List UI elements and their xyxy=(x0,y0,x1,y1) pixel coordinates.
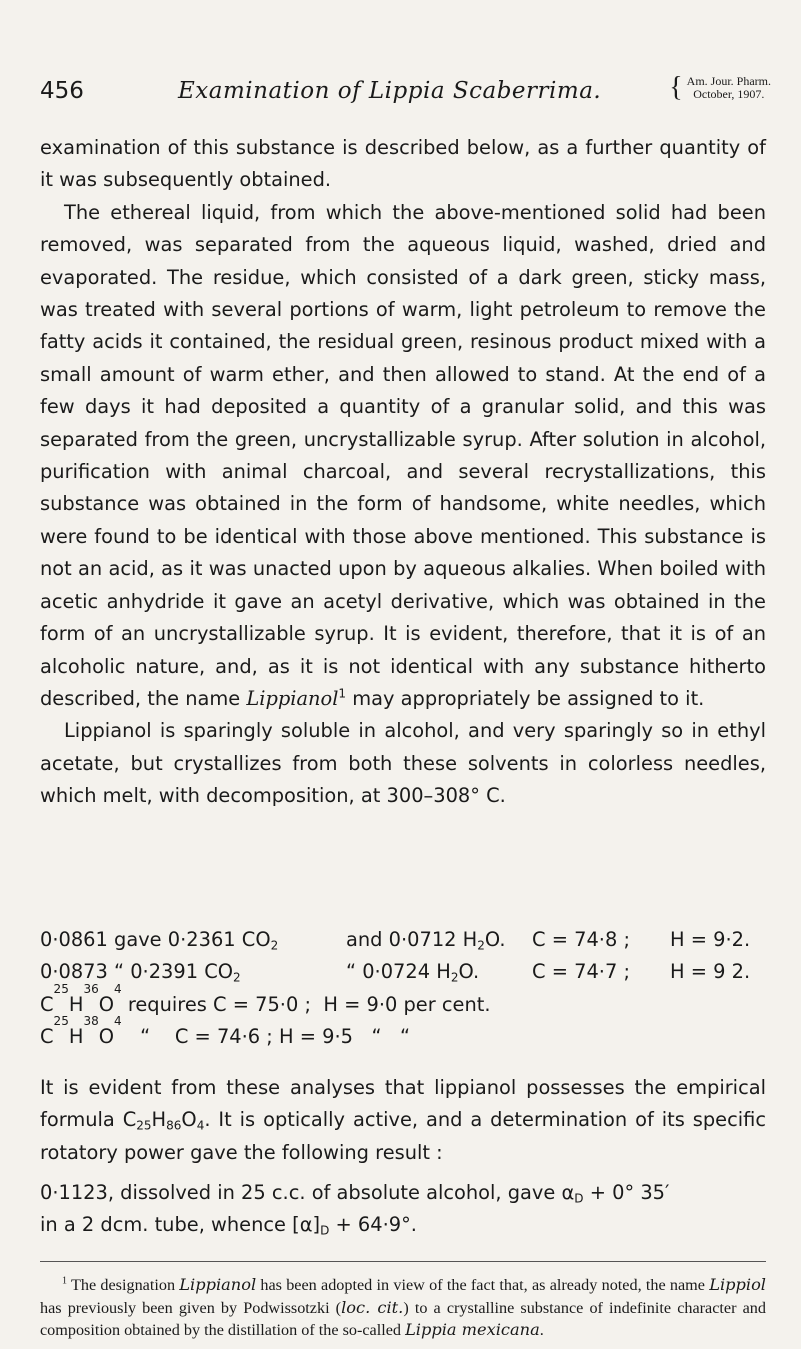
footnote: $^1$ The designation Lippianol has been adopted in view of the fact that, as already noted, the name Lippiol has previously been given by Podwissotzki (loc. cit.) to a crystalline substance of indefinite character and composition obtained by the distillation of the so-called Lippia mexicana. xyxy=(40,1275,766,1339)
page-header xyxy=(40,72,771,114)
paragraph-2-text: The ethereal liquid, from which the above-mentioned solid had been removed, was separated from the aqueous liquid, washed, dried and evaporated. The residue, which consisted of a dark green, sticky mass, was treated with several portions of warm, light petroleum to remove the fatty acids it contained, the residual green, resinous product mixed with a small amount of warm ether, and then allowed to stand. At the end of a few days it had deposited a quantity of a granular solid, and this was separated from the green, uncrystallizable syrup. After solution in alcohol, purification with animal charcoal, and several recrystallizations, this substance was obtained in the form of handsome, white needles, which were found to be identical with those above mentioned. This substance is not an acid, as it was unacted upon by aqueous alkalies. When boiled with acetic anhydride it gave an acetyl derivative, which was obtained in the form of an uncrystallizable syrup. It is evident, therefore, that it is of an alcoholic nature, and, as it is not identical with any substance hitherto described, the name xyxy=(40,200,766,710)
journal-line-1: Am. Jour. Pharm. xyxy=(686,74,771,88)
analysis-row-3: C 25 H 36 O 4 requires C = 75·0 ; H = 9·0 per cent. xyxy=(40,989,766,1021)
analysis-1-sample: 0·0861 gave 0·2361 $CO_2$ xyxy=(40,928,279,953)
requires-text: requires C = 75·0 ; H = 9·0 per cent. xyxy=(121,992,491,1016)
journal-reference xyxy=(669,74,771,102)
requires-text-2: “ C = 74·6 ; H = 9·5 “ “ xyxy=(121,1025,411,1049)
analysis-2-carbon: C = 74·7 ; xyxy=(532,960,630,984)
analysis-2-sample: 0·0873 “ 0·2391 $CO_2$ xyxy=(40,960,241,985)
rotation-line-1: 0·1123, dissolved in 25 c.c. of absolute alcohol, gave $\alpha_D + 0^\circ$ 35′ xyxy=(40,1181,670,1206)
analysis-2-water: “ 0·0724 $H_2O$. xyxy=(346,960,480,985)
analysis-1-hydrogen: H = 9·2. xyxy=(670,928,751,951)
body-text xyxy=(40,132,766,813)
rotation-line-2: in a 2 dcm. tube, whence $[\alpha]_D + 64\cdot 9^\circ$. xyxy=(40,1213,417,1238)
paragraph-2-end: may appropriately be assigned to it. xyxy=(346,686,705,710)
footnote-divider xyxy=(40,1261,766,1262)
analysis-block xyxy=(40,924,766,1054)
rotation-result xyxy=(40,1177,766,1242)
analysis-row-1 xyxy=(40,924,766,956)
paragraph-2 xyxy=(40,197,766,716)
footnote-ref: 1 xyxy=(338,686,347,701)
page-number: 456 xyxy=(40,78,84,104)
journal-line-2: October, 1907. xyxy=(693,87,765,101)
footnote-mark: 1 xyxy=(62,1275,68,1287)
paragraph-1: examination of this substance is described below, as a further quantity of it was subsequently obtained. xyxy=(40,136,766,192)
running-title: Examination of Lippia Scaberrima. xyxy=(178,78,602,104)
analysis-row-4: C 25 H 38 O 4 “ C = 74·6 ; H = 9·5 “ “ xyxy=(40,1021,766,1053)
paragraph-formula: It is evident from these analyses that lippianol possesses the empirical formula $C_{25}H_{86}O_4$. It is optically active, and a determination of its specific rotatory power gave the following result : xyxy=(40,1076,766,1164)
analysis-2-hydrogen: H = 9 2. xyxy=(670,960,751,984)
lippianol-name: Lippianol xyxy=(246,686,339,710)
paragraph-3: Lippianol is sparingly soluble in alcohol, and very sparingly so in ethyl acetate, but crystallizes from both these solvents in colorless needles, which melt, with decomposition, at 300–308° C. xyxy=(40,719,766,808)
analysis-1-carbon: C = 74·8 ; xyxy=(532,928,630,951)
analysis-1-water: and 0·0712 $H_2O$. xyxy=(346,928,506,953)
left-brace-icon: { xyxy=(669,72,683,103)
analysis-row-2 xyxy=(40,956,766,988)
